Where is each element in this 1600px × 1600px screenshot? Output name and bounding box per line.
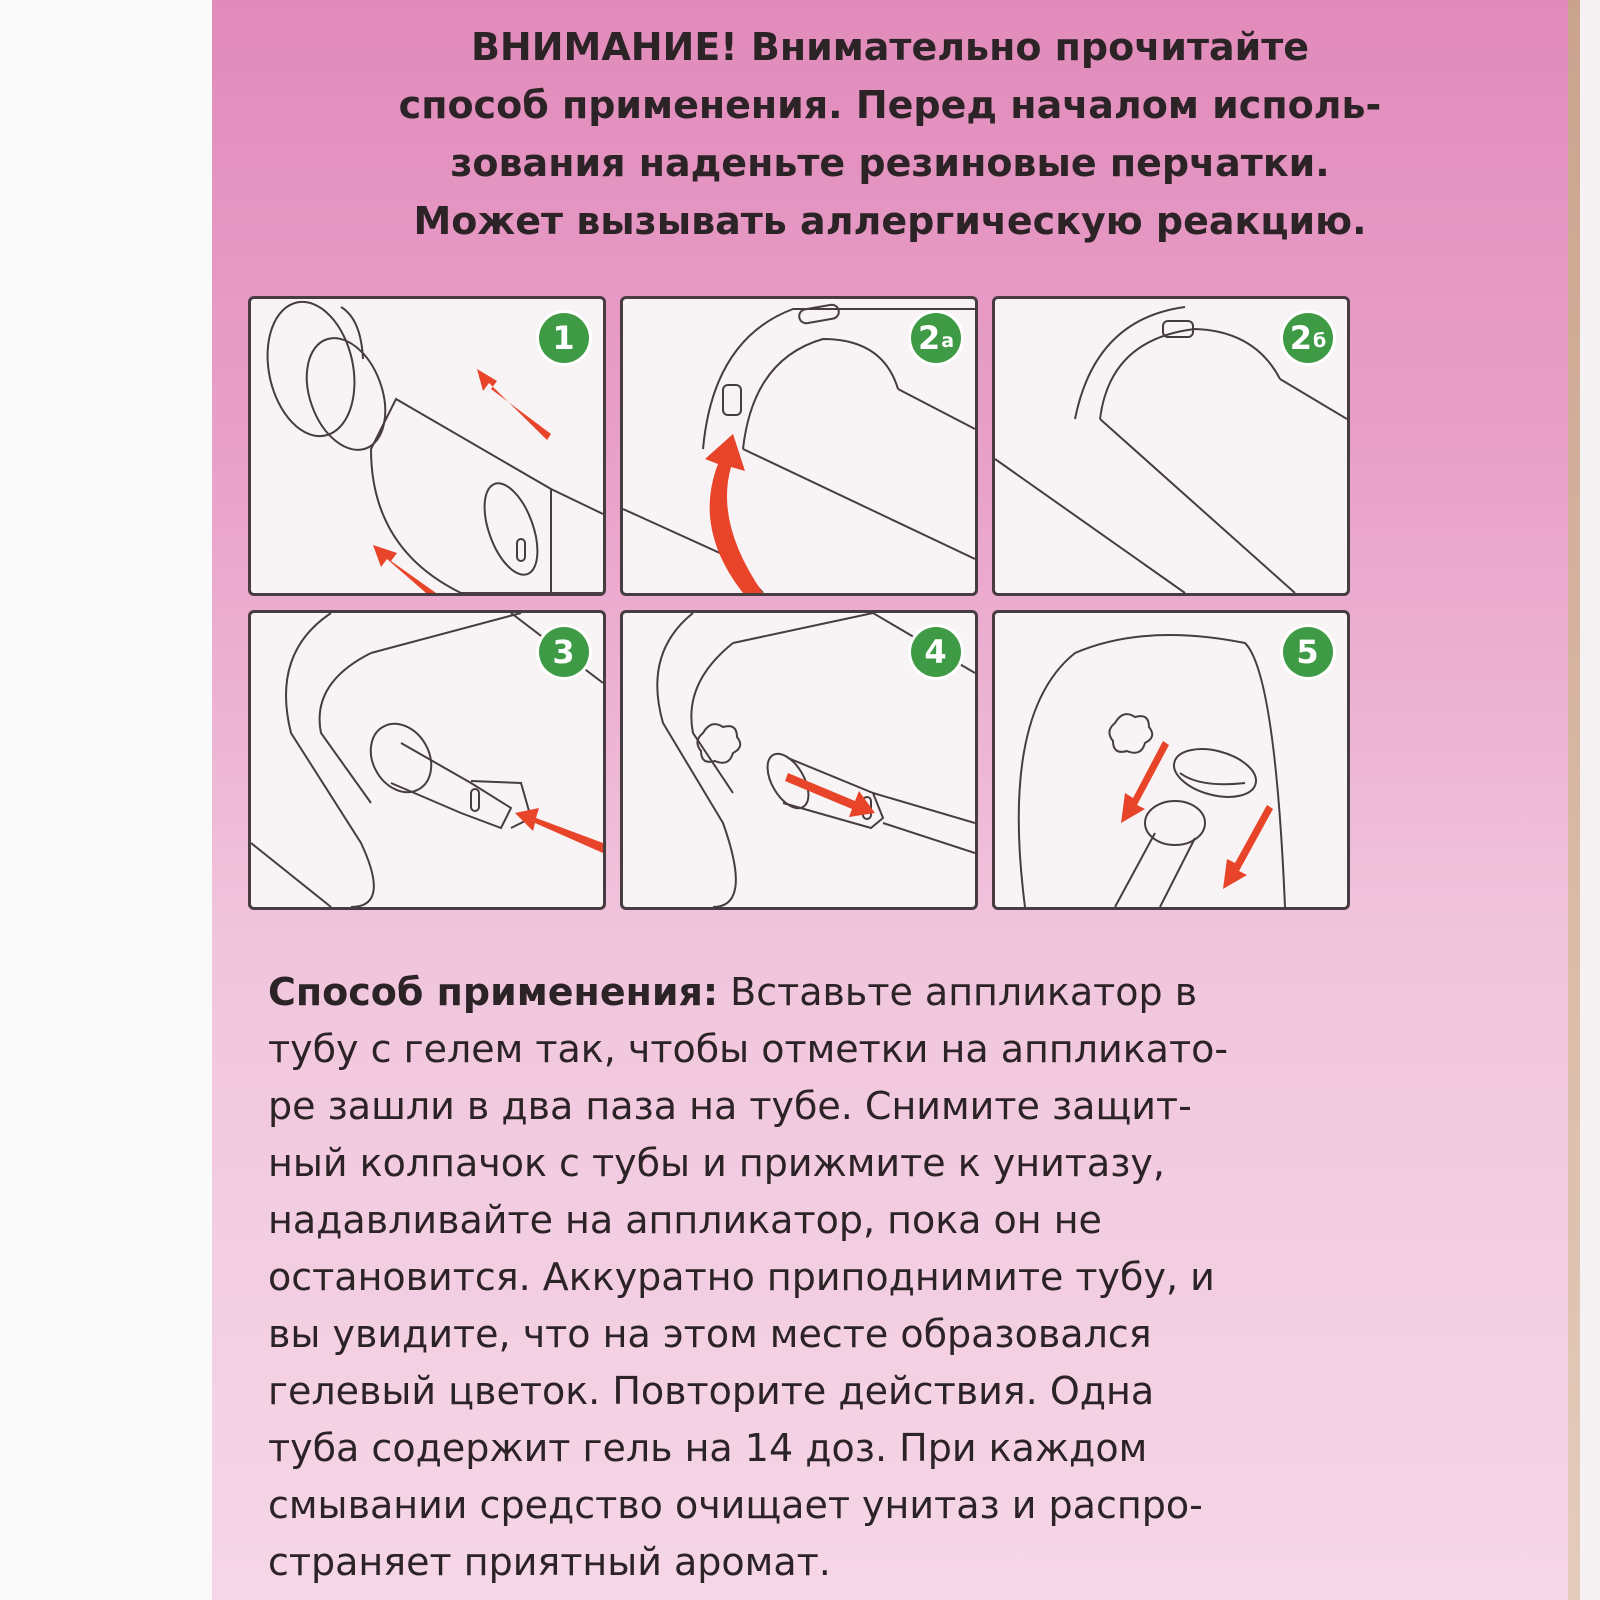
step-2a-panel	[620, 296, 978, 596]
instructions-line: гелевый цветок. Повторите действия. Одна	[268, 1369, 1155, 1413]
step-number-badge: 5	[1283, 627, 1333, 677]
instructions-line: смывании средство очищает унитаз и распро-	[268, 1483, 1203, 1527]
warning-line: способ применения. Перед началом исполь-	[398, 83, 1382, 127]
instructions-heading: Способ применения:	[268, 970, 719, 1014]
usage-instructions	[268, 964, 1338, 1591]
instructions-line: вы увидите, что на этом месте образовался	[268, 1312, 1152, 1356]
step-3-panel	[248, 610, 606, 910]
warning-line: ВНИМАНИЕ! Внимательно прочитайте	[470, 25, 1310, 69]
instructions-line: тубу с гелем так, чтобы отметки на аппликато-	[268, 1027, 1229, 1071]
step-number-badge: 3	[539, 627, 589, 677]
warning-line: Может вызывать аллергическую реакцию.	[413, 199, 1367, 243]
step-1-panel	[248, 296, 606, 596]
instructions-line: ре зашли в два паза на тубе. Снимите защит-	[268, 1084, 1192, 1128]
background-right	[1580, 0, 1600, 1600]
step-number-badge: 4	[911, 627, 961, 677]
step-2b-panel	[992, 296, 1350, 596]
steps-grid	[248, 296, 1352, 914]
warning-block	[230, 18, 1550, 250]
instructions-first-line	[268, 964, 1338, 1021]
step-5-panel	[992, 610, 1350, 910]
step-4-panel	[620, 610, 978, 910]
instructions-line: ный колпачок с тубы и прижмите к унитазу,	[268, 1141, 1165, 1185]
step-number-badge: 2 а	[911, 313, 961, 363]
instructions-text: Вставьте аппликатор в	[718, 970, 1198, 1014]
warning-line: зования наденьте резиновые перчатки.	[450, 141, 1330, 185]
instructions-line: страняет приятный аромат.	[268, 1540, 831, 1584]
step-number-badge: 2 б	[1283, 313, 1333, 363]
step-number-badge: 1	[539, 313, 589, 363]
background-left	[0, 0, 212, 1600]
instructions-line: туба содержит гель на 14 доз. При каждом	[268, 1426, 1148, 1470]
instructions-line: надавливайте на аппликатор, пока он не	[268, 1198, 1102, 1242]
instructions-line: остановится. Аккуратно приподнимите тубу, и	[268, 1255, 1215, 1299]
